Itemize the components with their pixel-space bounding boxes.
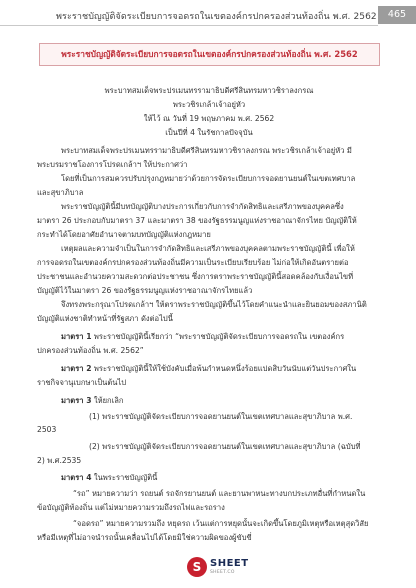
- body-line: 2503: [37, 425, 57, 434]
- logo-mark: S: [187, 557, 207, 577]
- logo-subtext: SHEET.CO: [210, 570, 235, 575]
- body-line: “รถ” หมายความว่า รถยนต์ รถจักรยานยนต์ และยานพาหนะทางบกประเภทอื่นที่กำหนดใน: [73, 489, 366, 498]
- body-line: ราชกิจจานุเบกษาเป็นต้นไป: [37, 378, 127, 387]
- body-line: พระราชบัญญัตินี้มีบทบัญญัติบางประการเกี่ยวกับการจำกัดสิทธิและเสรีภาพของบุคคลซึ่ง: [61, 202, 344, 211]
- page-number-badge: 465: [378, 6, 416, 24]
- section-label: มาตรา 2: [61, 364, 92, 373]
- page-header: [0, 0, 416, 28]
- section-label: มาตรา 1: [61, 332, 92, 341]
- document-title: พระราชบัญญัติจัดระเบียบการจอดรถในเขตองค์กรปกครองส่วนท้องถิ่น พ.ศ. 2562: [61, 49, 358, 59]
- section-line: [61, 363, 356, 375]
- section-text: พระราชบัญญัตินี้เรียกว่า “พระราชบัญญัติจัดระเบียบการจอดรถใน เขตองค์กร: [91, 332, 345, 341]
- body-line: พระวชิรเกล้าเจ้าอยู่หัว: [172, 100, 246, 109]
- section-line: [61, 472, 157, 484]
- body-line: “จอดรถ” หมายความรวมถึง หยุดรถ เว้นแต่การหยุดนั้นจะเกิดขึ้นโดยภูมิเหตุหรือเหตุสุดวิสัย: [73, 519, 369, 528]
- body-line: พระบรมราชโองการโปรดเกล้าฯ ให้ประกาศว่า: [37, 160, 188, 169]
- body-line: 2) พ.ศ.2535: [37, 456, 82, 465]
- document-title-box: [39, 43, 380, 66]
- body-line: (1) พระราชบัญญัติจัดระเบียบการจอดยานยนต์ในเขตเทศบาลและสุขาภิบาล พ.ศ.: [89, 412, 353, 421]
- header-divider: [0, 25, 378, 26]
- body-line: (2) พระราชบัญญัติจัดระเบียบการจอดยานยนต์ในเขตเทศบาลและสุขาภิบาล (ฉบับที่: [89, 442, 361, 451]
- section-text: ในพระราชบัญญัตินี้: [91, 473, 158, 482]
- body-line: มาตรา 26 ประกอบกับมาตรา 37 และมาตรา 38 ของรัฐธรรมนูญแห่งราชอาณาจักรไทย บัญญัติให้: [37, 216, 357, 225]
- publisher-logo: [187, 555, 247, 581]
- body-line: บัญญัติแห่งชาติทำหน้าที่รัฐสภา ดังต่อไปนี้: [37, 314, 173, 323]
- section-line: [61, 331, 344, 343]
- body-line: ให้ไว้ ณ วันที่ 19 พฤษภาคม พ.ศ. 2562: [143, 114, 275, 123]
- body-line: ปกครองส่วนท้องถิ่น พ.ศ. 2562”: [37, 346, 144, 355]
- section-text: ให้ยกเลิก: [91, 396, 124, 405]
- header-title: พระราชบัญญัติจัดระเบียบการจอดรถในเขตองค์กรปกครองส่วนท้องถิ่น พ.ศ. 2562: [56, 12, 377, 22]
- body-line: พระบาทสมเด็จพระปรเมนทรรามาธิบดีศรีสินทรมหาวชิราลงกรณ: [104, 86, 314, 95]
- body-line: พระบาทสมเด็จพระปรเมนทรรามาธิบดีศรีสินทรมหาวชิราลงกรณ พระวชิรเกล้าเจ้าอยู่หัว มี: [61, 146, 352, 155]
- section-label: มาตรา 3: [61, 396, 92, 405]
- body-line: จึงทรงพระกรุณาโปรดเกล้าฯ ให้ตราพระราชบัญญัติขึ้นไว้โดยคำแนะนำและยินยอมของสภานิติ: [61, 300, 367, 309]
- body-line: เหตุผลและความจำเป็นในการจำกัดสิทธิและเสรีภาพของบุคคลตามพระราชบัญญัตินี้ เพื่อให้: [61, 244, 355, 253]
- body-line: หรือมีเหตุที่ไม่อาจนำรถนั้นเคลื่อนไปได้โดยมิใช่ความผิดของผู้ขับขี่: [37, 533, 252, 542]
- body-line: บัญญัติไว้ในมาตรา 26 ของรัฐธรรมนูญแห่งราชอาณาจักรไทยแล้ว: [37, 286, 253, 295]
- logo-name: SHEET: [210, 558, 249, 569]
- body-line: และสุขาภิบาล: [37, 188, 84, 197]
- section-label: มาตรา 4: [61, 473, 92, 482]
- body-line: ประชาชนและอำนวยความสะดวกต่อประชาชน ซึ่งการตราพระราชบัญญัตินี้สอดคล้องกับเงื่อนไขที่: [37, 272, 354, 281]
- section-line: [61, 395, 124, 407]
- body-line: ข้อบัญญัติท้องถิ่น แต่ไม่หมายความรวมถึงรถไฟและรถราง: [37, 503, 225, 512]
- body-line: การจอดรถในเขตองค์กรปกครองส่วนท้องถิ่นมีความเป็นระเบียบเรียบร้อย ไม่ก่อให้เกิดอันตรายต่อ: [37, 258, 349, 267]
- body-line: กระทำได้โดยอาศัยอำนาจตามบทบัญญัติแห่งกฎหมาย: [37, 230, 211, 239]
- section-text: พระราชบัญญัตินี้ให้ใช้บังคับเมื่อพ้นกำหนดหนึ่งร้อยแปดสิบวันนับแต่วันประกาศใน: [91, 364, 357, 373]
- body-line: โดยที่เป็นการสมควรปรับปรุงกฎหมายว่าด้วยการจัดระเบียบการจอดยานยนต์ในเขตเทศบาล: [61, 174, 356, 183]
- body-line: เป็นปีที่ 4 ในรัชกาลปัจจุบัน: [165, 128, 253, 137]
